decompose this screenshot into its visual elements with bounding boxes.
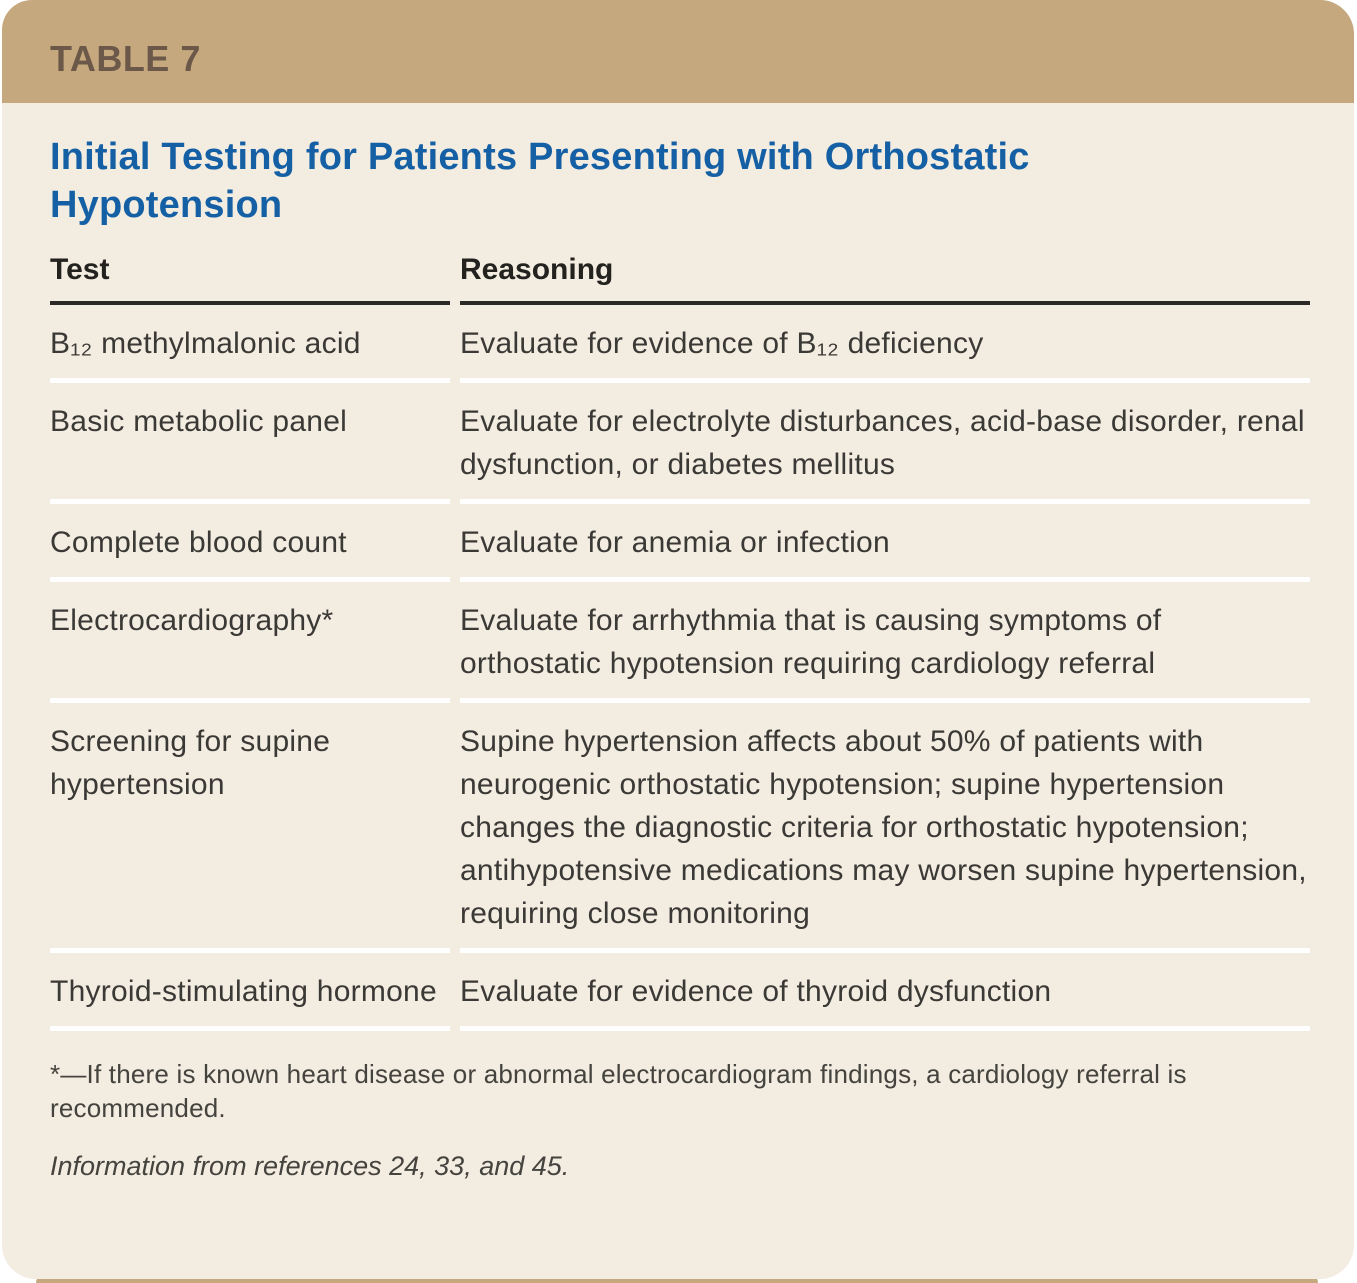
- row-test-cell: Electrocardiography*: [50, 582, 450, 703]
- asterisk-footnote: *—If there is known heart disease or abnormal electrocardiogram findings, a cardiology referral is recommended.: [50, 1059, 1187, 1123]
- row-reasoning-cell: Supine hypertension affects about 50% of patients with neurogenic orthostatic hypotension; supine hypertension changes the diagnostic criteria for orthostatic hypotension; antihypotensive medications may worsen supine hypertension, requiring close monitoring: [460, 703, 1310, 953]
- column-header-test: Test: [50, 253, 450, 305]
- row-reasoning-cell: Evaluate for electrolyte disturbances, acid-base disorder, renal dysfunction, or diabetes mellitus: [460, 383, 1310, 504]
- row-test-cell: Basic metabolic panel: [50, 383, 450, 504]
- test-reasoning-table: [50, 253, 1310, 1031]
- table-card-body: [2, 133, 1354, 1182]
- table-header-band: [2, 0, 1354, 103]
- row-test-cell: Complete blood count: [50, 504, 450, 582]
- row-reasoning-cell: Evaluate for evidence of thyroid dysfunction: [460, 953, 1310, 1031]
- row-test-cell: Screening for supine hypertension: [50, 703, 450, 953]
- row-test-cell: B₁₂ methylmalonic acid: [50, 305, 450, 383]
- row-reasoning-cell: Evaluate for anemia or infection: [460, 504, 1310, 582]
- column-header-reasoning: Reasoning: [460, 253, 1310, 305]
- table-card: [2, 0, 1354, 1279]
- row-reasoning-cell: Evaluate for arrhythmia that is causing symptoms of orthostatic hypotension requiring cardiology referral: [460, 582, 1310, 703]
- row-reasoning-cell: Evaluate for evidence of B₁₂ deficiency: [460, 305, 1310, 383]
- table-number-label: TABLE 7: [50, 37, 201, 79]
- reference-credit: Information from references 24, 33, and 45.: [50, 1151, 570, 1181]
- row-test-cell: Thyroid-stimulating hormone: [50, 953, 450, 1031]
- table-title: Initial Testing for Patients Presenting with Orthostatic Hypotension: [50, 136, 1030, 226]
